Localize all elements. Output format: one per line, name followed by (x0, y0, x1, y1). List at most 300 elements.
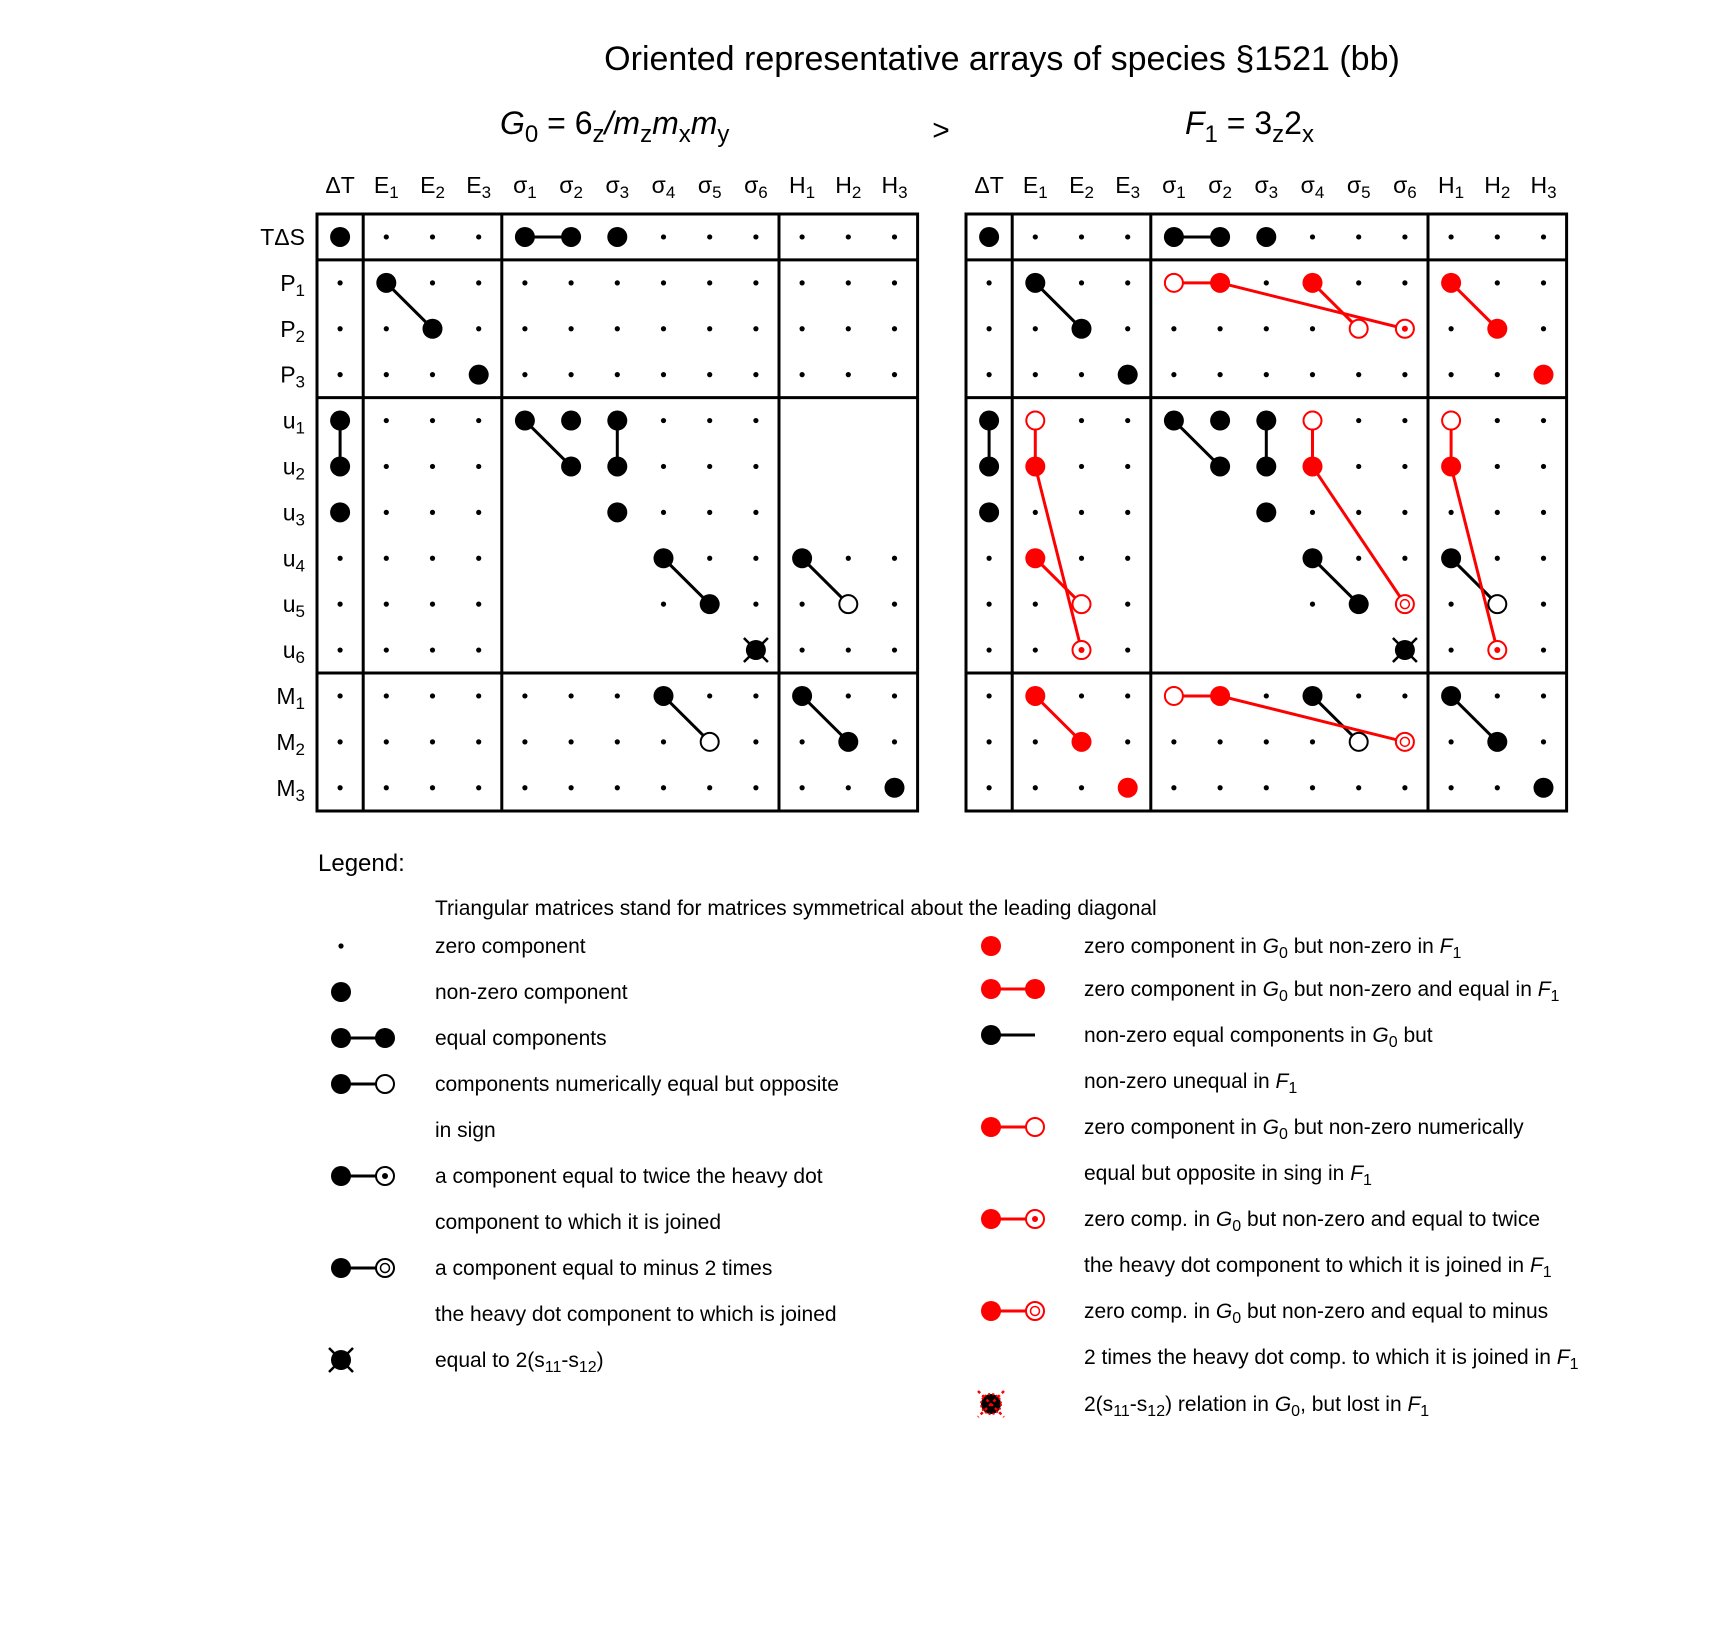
zero-component (1402, 234, 1407, 239)
nonzero-component (1534, 778, 1554, 798)
nonzero-component (1349, 594, 1369, 614)
column-header: ΔT (974, 172, 1004, 198)
column-header: σ2 (1208, 172, 1232, 203)
nonzero-component (469, 365, 489, 385)
nonzero-component (1025, 979, 1045, 999)
zero-component (1125, 556, 1130, 561)
nonzero-component (792, 686, 812, 706)
nonzero-component (1072, 319, 1092, 339)
nonzero-component (1441, 686, 1461, 706)
twice-component-center (1402, 326, 1408, 332)
opposite-sign-component (1165, 274, 1183, 292)
zero-component (338, 739, 343, 744)
zero-component (1402, 785, 1407, 790)
nonzero-component (1210, 227, 1230, 247)
legend-text: 2 times the heavy dot comp. to which it is joined in F1 (1084, 1346, 1579, 1373)
zero-component (800, 647, 805, 652)
nonzero-component (1256, 456, 1276, 476)
zero-component (384, 326, 389, 331)
zero-component (1033, 739, 1038, 744)
nonzero-component (330, 456, 350, 476)
zero-component (384, 739, 389, 744)
zero-component (569, 739, 574, 744)
zero-component (892, 280, 897, 285)
legend-icon-nonzero (331, 982, 351, 1002)
zero-component (661, 372, 666, 377)
zero-component (1310, 602, 1315, 607)
nonzero-component (1164, 411, 1184, 431)
nonzero-component (1303, 273, 1323, 293)
zero-component (1449, 372, 1454, 377)
zero-component (846, 693, 851, 698)
zero-component (430, 647, 435, 652)
zero-component (569, 372, 574, 377)
minus-two-component (1396, 595, 1414, 613)
zero-component (707, 372, 712, 377)
zero-component (1541, 602, 1546, 607)
legend-text: zero comp. in G0 but non-zero and equal to minus (1084, 1300, 1549, 1327)
nonzero-component (654, 548, 674, 568)
column-header: E3 (1115, 172, 1141, 203)
zero-component (800, 234, 805, 239)
zero-component (987, 326, 992, 331)
zero-component (707, 785, 712, 790)
nonzero-component (1303, 548, 1323, 568)
row-header: M2 (276, 728, 305, 759)
zero-component (1449, 510, 1454, 515)
zero-component (1402, 280, 1407, 285)
zero-component (846, 372, 851, 377)
column-header: E3 (466, 172, 492, 203)
legend-icon-nonzero (981, 936, 1001, 956)
zero-component (1310, 739, 1315, 744)
column-header: H1 (1438, 172, 1465, 203)
zero-component (661, 280, 666, 285)
zero-component (1356, 510, 1361, 515)
zero-component (430, 693, 435, 698)
zero-component (476, 464, 481, 469)
zero-component (1033, 234, 1038, 239)
row-header: P1 (280, 269, 305, 300)
zero-component (1495, 510, 1500, 515)
matrix-subgroup (966, 172, 1567, 811)
zero-component (338, 647, 343, 652)
row-header: u1 (282, 407, 305, 438)
minus-two-component (1396, 733, 1414, 751)
zero-component (1218, 326, 1223, 331)
zero-component (1125, 326, 1130, 331)
legend-text: equal to 2(s11-s12) (435, 1349, 604, 1376)
zero-component (1125, 510, 1130, 515)
zero-component (522, 280, 527, 285)
column-header: E1 (373, 172, 399, 203)
nonzero-component (1025, 548, 1045, 568)
nonzero-component (1025, 456, 1045, 476)
opposite-sign-component (701, 733, 719, 751)
zero-component (384, 464, 389, 469)
zero-component (1171, 785, 1176, 790)
column-header: σ5 (697, 172, 722, 203)
zero-component (430, 280, 435, 285)
zero-component (661, 510, 666, 515)
zero-component (846, 280, 851, 285)
zero-component (661, 602, 666, 607)
opposite-sign-component (1304, 412, 1322, 430)
zero-component (1495, 234, 1500, 239)
zero-component (1449, 785, 1454, 790)
nonzero-component (979, 456, 999, 476)
zero-component (1218, 739, 1223, 744)
zero-component (1356, 693, 1361, 698)
nonzero-component (1210, 273, 1230, 293)
nonzero-component (1025, 686, 1045, 706)
zero-component (476, 647, 481, 652)
legend-text: a component equal to twice the heavy dot (435, 1165, 823, 1188)
zero-component (1218, 785, 1223, 790)
zero-component (1310, 326, 1315, 331)
zero-component (1033, 326, 1038, 331)
zero-component (476, 280, 481, 285)
zero-component (892, 602, 897, 607)
zero-component (615, 280, 620, 285)
zero-component (1541, 464, 1546, 469)
zero-component (615, 785, 620, 790)
zero-component (892, 234, 897, 239)
legend-text: zero comp. in G0 but non-zero and equal to twice (1084, 1208, 1541, 1235)
legend-text: non-zero component (435, 981, 628, 1004)
column-header: E1 (1022, 172, 1048, 203)
zero-component (430, 372, 435, 377)
zero-component (338, 326, 343, 331)
zero-component (615, 739, 620, 744)
column-header: σ5 (1346, 172, 1371, 203)
zero-component (1402, 418, 1407, 423)
row-header: M3 (276, 774, 305, 805)
zero-component (476, 693, 481, 698)
parent-group-formula (500, 105, 729, 148)
zero-component (753, 418, 758, 423)
nonzero-component (1256, 411, 1276, 431)
zero-component (661, 418, 666, 423)
matrix-parent-group (260, 172, 917, 811)
zero-component (892, 647, 897, 652)
nonzero-component (792, 548, 812, 568)
zero-component (753, 602, 758, 607)
zero-component (1264, 739, 1269, 744)
twice-component-center (1032, 1216, 1038, 1222)
zero-component (987, 602, 992, 607)
zero-component (1033, 602, 1038, 607)
zero-component (384, 785, 389, 790)
legend-text: component to which it is joined (435, 1211, 721, 1234)
zero-component (384, 647, 389, 652)
zero-component (892, 739, 897, 744)
legend-text: zero component in G0 but non-zero numerically (1084, 1116, 1524, 1143)
legend-text: components numerically equal but opposite (435, 1073, 839, 1096)
legend-text: in sign (435, 1119, 496, 1142)
zero-component (1264, 326, 1269, 331)
zero-component (661, 785, 666, 790)
minus-two-component (376, 1259, 394, 1277)
zero-component (1495, 785, 1500, 790)
zero-component (987, 693, 992, 698)
nonzero-component (1441, 548, 1461, 568)
zero-component (430, 785, 435, 790)
zero-component (569, 326, 574, 331)
legend-text: the heavy dot component to which is joined (435, 1303, 837, 1326)
zero-component (522, 326, 527, 331)
zero-component (1079, 234, 1084, 239)
zero-component (338, 280, 343, 285)
nonzero-component (1210, 411, 1230, 431)
column-header: σ2 (559, 172, 583, 203)
zero-component (661, 464, 666, 469)
zero-component (1171, 372, 1176, 377)
zero-component (1033, 372, 1038, 377)
nonzero-component (330, 411, 350, 431)
zero-component (753, 234, 758, 239)
nonzero-component (1303, 686, 1323, 706)
zero-component (753, 280, 758, 285)
zero-component (1495, 418, 1500, 423)
zero-component (384, 234, 389, 239)
zero-component (522, 372, 527, 377)
minus-two-component (1026, 1302, 1044, 1320)
formula-text: G0 = 6z/mzmxmy (500, 105, 730, 149)
nonzero-component (561, 227, 581, 247)
zero-component (1356, 418, 1361, 423)
zero-component (1125, 464, 1130, 469)
zero-component (661, 234, 666, 239)
zero-component (846, 647, 851, 652)
zero-component (1541, 556, 1546, 561)
legend-text: a component equal to minus 2 times (435, 1257, 773, 1280)
zero-component (1495, 372, 1500, 377)
column-header: H3 (1530, 172, 1557, 203)
zero-component (1356, 785, 1361, 790)
zero-component (476, 602, 481, 607)
nonzero-component (1164, 227, 1184, 247)
group-relation: > (932, 114, 950, 147)
zero-component (476, 234, 481, 239)
legend-text: non-zero equal components in G0 but (1084, 1024, 1433, 1051)
zero-component (1079, 510, 1084, 515)
zero-component (384, 556, 389, 561)
nonzero-component (1487, 319, 1507, 339)
zero-component (1310, 785, 1315, 790)
zero-component (707, 464, 712, 469)
zero-component (846, 785, 851, 790)
zero-component (800, 280, 805, 285)
opposite-sign-component (1350, 733, 1368, 751)
zero-component (892, 372, 897, 377)
nonzero-component (423, 319, 443, 339)
zero-component (569, 693, 574, 698)
legend-text: equal but opposite in sing in F1 (1084, 1162, 1372, 1189)
legend-text: non-zero unequal in F1 (1084, 1070, 1298, 1097)
nonzero-component (607, 456, 627, 476)
zero-component (1541, 326, 1546, 331)
zero-component (1264, 280, 1269, 285)
zero-component (338, 785, 343, 790)
zero-component (1541, 280, 1546, 285)
nonzero-component (979, 227, 999, 247)
zero-component (1310, 510, 1315, 515)
zero-component (987, 647, 992, 652)
nonzero-component (1118, 778, 1138, 798)
zero-component (1079, 464, 1084, 469)
nonzero-component (700, 594, 720, 614)
zero-component (1171, 326, 1176, 331)
nonzero-component (1303, 456, 1323, 476)
zero-component (800, 785, 805, 790)
zero-component (1125, 280, 1130, 285)
zero-component (707, 326, 712, 331)
column-header: σ3 (1254, 172, 1279, 203)
opposite-sign-component (376, 1075, 394, 1093)
zero-component (430, 234, 435, 239)
nonzero-component (1072, 732, 1092, 752)
zero-component (707, 693, 712, 698)
row-header: M1 (276, 682, 305, 714)
zero-component (753, 372, 758, 377)
zero-component (753, 693, 758, 698)
nonzero-component (515, 227, 535, 247)
column-header: E2 (1069, 172, 1094, 203)
column-header: H1 (789, 172, 816, 203)
column-header: σ1 (1162, 172, 1186, 203)
legend-text: zero component in G0 but non-zero and equal in F1 (1084, 978, 1560, 1005)
zero-component (476, 739, 481, 744)
zero-component (430, 739, 435, 744)
row-header: P3 (280, 361, 305, 392)
zero-component (1449, 647, 1454, 652)
zero-component (1033, 785, 1038, 790)
zero-component (430, 602, 435, 607)
opposite-sign-component (1026, 1118, 1044, 1136)
zero-component (800, 326, 805, 331)
zero-component (1125, 234, 1130, 239)
zero-component (892, 693, 897, 698)
zero-component (1264, 372, 1269, 377)
zero-component (1449, 234, 1454, 239)
zero-component (1079, 418, 1084, 423)
legend-text: 2(s11-s12) relation in G0, but lost in F1 (1084, 1393, 1430, 1420)
zero-component (1356, 372, 1361, 377)
zero-component (846, 326, 851, 331)
column-header: σ4 (651, 172, 676, 203)
zero-component (1449, 602, 1454, 607)
nonzero-component (885, 778, 905, 798)
row-header: u5 (282, 591, 305, 622)
column-header: H2 (1484, 172, 1511, 203)
zero-component (430, 510, 435, 515)
zero-component (987, 280, 992, 285)
zero-component (1541, 693, 1546, 698)
legend-text: zero component in G0 but non-zero in F1 (1084, 935, 1462, 962)
zero-component (1449, 326, 1454, 331)
zero-component (800, 739, 805, 744)
zero-component (522, 739, 527, 744)
zero-component (430, 556, 435, 561)
zero-component (1125, 647, 1130, 652)
nonzero-component (375, 1028, 395, 1048)
zero-component (1125, 739, 1130, 744)
zero-component (707, 556, 712, 561)
zero-component (476, 785, 481, 790)
nonzero-component (376, 273, 396, 293)
zero-component (476, 418, 481, 423)
zero-component (1356, 280, 1361, 285)
nonzero-component (561, 411, 581, 431)
zero-component (522, 785, 527, 790)
nonzero-component (1210, 456, 1230, 476)
row-header: u4 (282, 545, 305, 576)
row-header: u6 (282, 637, 305, 668)
zero-component (753, 556, 758, 561)
legend-text: equal components (435, 1027, 607, 1050)
zero-component (987, 785, 992, 790)
nonzero-component (979, 411, 999, 431)
zero-component (1402, 510, 1407, 515)
zero-component (1079, 693, 1084, 698)
zero-component (569, 280, 574, 285)
zero-component (707, 280, 712, 285)
zero-component (661, 326, 666, 331)
nonzero-component (515, 411, 535, 431)
column-header: H2 (835, 172, 862, 203)
figure-title: Oriented representative arrays of species §1521 (bb) (604, 40, 1400, 78)
legend-icon-node (331, 1028, 351, 1048)
zero-component (1356, 464, 1361, 469)
zero-component (1125, 602, 1130, 607)
zero-component (476, 326, 481, 331)
zero-component (753, 510, 758, 515)
zero-component (615, 326, 620, 331)
nonzero-component (654, 686, 674, 706)
zero-component (1264, 785, 1269, 790)
zero-component (1218, 372, 1223, 377)
legend-icon-node (981, 979, 1001, 999)
zero-component (1495, 556, 1500, 561)
zero-component (615, 372, 620, 377)
zero-component (384, 372, 389, 377)
zero-component (615, 693, 620, 698)
zero-component (384, 602, 389, 607)
zero-component (987, 556, 992, 561)
zero-component (987, 739, 992, 744)
zero-component (846, 234, 851, 239)
zero-component (1356, 234, 1361, 239)
zero-component (892, 326, 897, 331)
legend-note: Triangular matrices stand for matrices symmetrical about the leading diagonal (435, 897, 1157, 920)
zero-component (753, 739, 758, 744)
zero-component (1310, 234, 1315, 239)
nonzero-component (1487, 732, 1507, 752)
row-header: u2 (282, 453, 305, 484)
formula-text: F1 = 3z2x (1185, 105, 1314, 149)
twice-component-center (1079, 647, 1085, 653)
nonzero-component (1210, 686, 1230, 706)
zero-component (1495, 693, 1500, 698)
twice-component-center (382, 1173, 388, 1179)
legend-icon-node (981, 1025, 1001, 1045)
zero-component (1033, 510, 1038, 515)
legend-icon-zero (338, 943, 343, 948)
legend-icon-node (331, 1074, 351, 1094)
zero-component (1495, 464, 1500, 469)
opposite-sign-component (1488, 595, 1506, 613)
